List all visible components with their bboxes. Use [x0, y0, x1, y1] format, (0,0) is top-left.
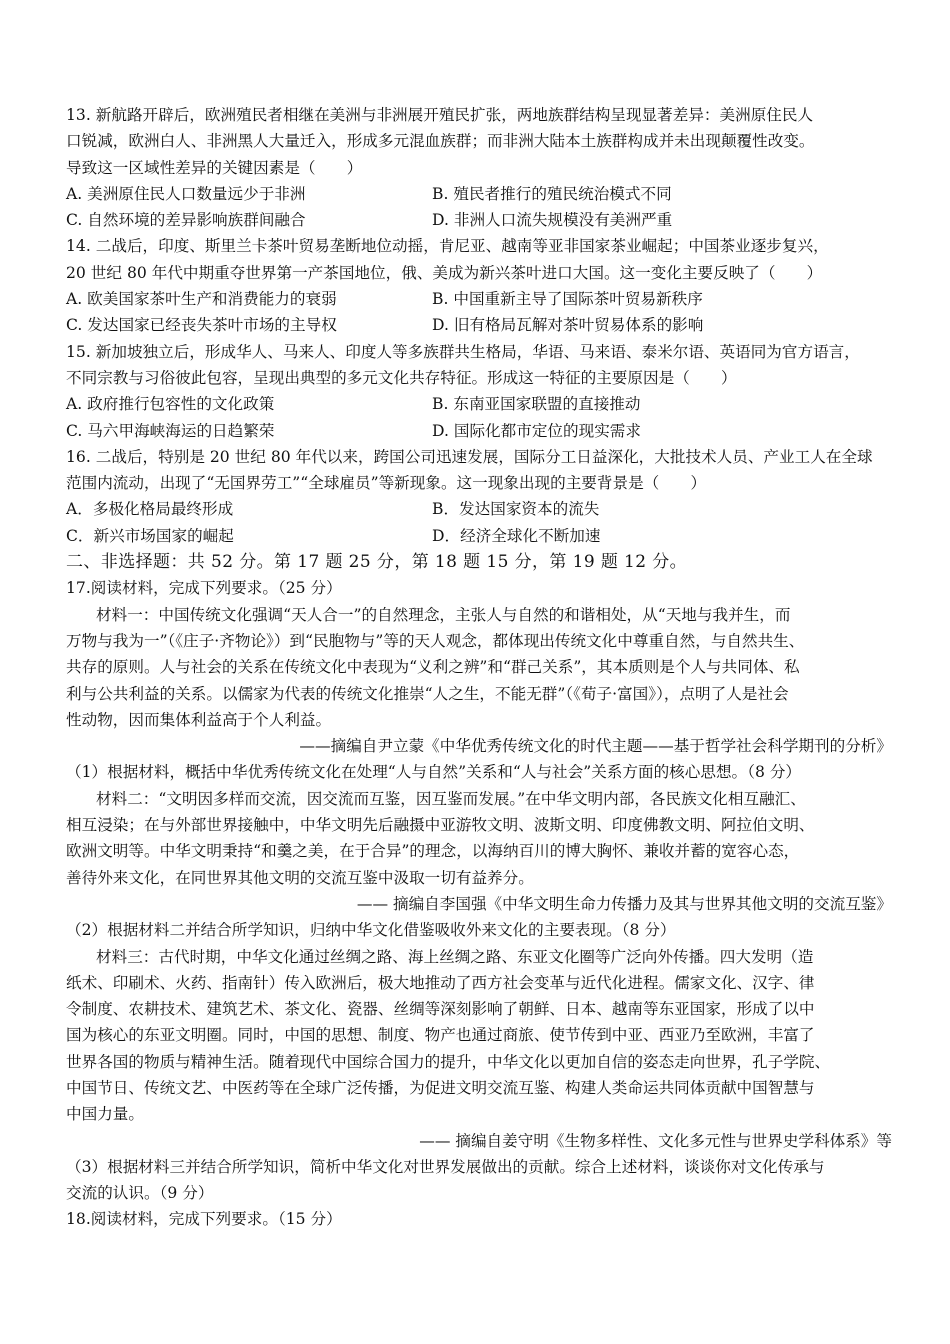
material-line: 相互浸染；在与外部世界接触中，中华文明先后融摄中亚游牧文明、波斯文明、印度佛教文明、阿拉伯文明、: [66, 816, 815, 835]
q13-stem-line: 导致这一区域性差异的关键因素是（ ）: [66, 158, 363, 177]
material-line: 欧洲文明等。中华文明秉持“和羹之美，在于合异”的理念，以海纳百川的博大胸怀、兼收并蓄的宽容心态，: [66, 842, 800, 861]
sub-question-3: （3）根据材料三并结合所学知识，简析中华文化对世界发展做出的贡献。综合上述材料，谈谈你对文化传承与: [66, 1157, 825, 1176]
question-17: [66, 575, 892, 1206]
sub-question-2: （2）根据材料二并结合所学知识，归纳中华文化借鉴吸收外来文化的主要表现。（8 分）: [66, 921, 676, 940]
sub-question-3: 交流的认识。（9 分）: [66, 1184, 214, 1203]
question-14: [66, 233, 892, 338]
q15-option-a[interactable]: A. 政府推行包容性的文化政策: [66, 395, 275, 414]
material-line: 世界各国的物质与精神生活。随着现代中国综合国力的提升，中华文化以更加自信的姿态走向世界，孔子学院、: [66, 1052, 831, 1071]
material-source: ——摘编自尹立蒙《中华优秀传统文化的时代主题——基于哲学社会科学期刊的分析》: [299, 737, 892, 756]
q13-option-a[interactable]: A. 美洲原住民人口数量远少于非洲: [66, 184, 306, 203]
material-line: 材料一：中国传统文化强调“天人合一”的自然理念，主张人与自然的和谐相处，从“天地与我并生，而: [96, 605, 791, 624]
material-1: [66, 602, 892, 760]
q14-option-c[interactable]: C. 发达国家已经丧失茶叶市场的主导权: [66, 316, 337, 335]
question-16: [66, 444, 892, 549]
q16-option-d[interactable]: D．经济全球化不断加速: [432, 526, 601, 545]
q14-stem-line: 14. 二战后，印度、斯里兰卡茶叶贸易垄断地位动摇，肯尼亚、越南等亚非国家茶业崛起；中国茶业逐步复兴，: [66, 237, 829, 256]
material-line: 中国力量。: [66, 1105, 144, 1124]
q14-option-b[interactable]: B. 中国重新主导了国际茶叶贸易新秩序: [432, 290, 703, 309]
q14-option-a[interactable]: A. 欧美国家茶叶生产和消费能力的衰弱: [66, 290, 337, 309]
q15-options-row: [66, 391, 892, 417]
material-3: [66, 944, 892, 1154]
material-line: 纸术、印刷术、火药、指南针）传入欧洲后，极大地推动了西方社会变革与近代化进程。儒家文化、汉字、律: [66, 973, 815, 992]
q13-option-c[interactable]: C. 自然环境的差异影响族群间融合: [66, 211, 306, 230]
material-source: —— 摘编自李国强《中华文明生命力传播力及其与世界其他文明的交流互鉴》: [356, 894, 892, 913]
q13-options-row: [66, 207, 892, 233]
material-line: 材料二：“文明因多样而交流，因交流而互鉴，因互鉴而发展。”在中华文明内部，各民族文化相互融汇、: [96, 789, 806, 808]
exam-page: [66, 102, 892, 1233]
q15-stem-line: 15. 新加坡独立后，形成华人、马来人、印度人等多族群共生格局，华语、马来语、泰米尔语、英语同为官方语言，: [66, 342, 860, 361]
material-line: 万物与我为一”（《庄子·齐物论》）到“民胞物与”等的天人观念，都体现出传统文化中尊重自然，与自然共生、: [66, 631, 805, 650]
q16-stem-line: 16. 二战后，特别是 20 世纪 80 年代以来，跨国公司迅速发展，国际分工日益深化，大批技术人员、产业工人在全球: [66, 447, 873, 466]
question-13: [66, 102, 892, 233]
q13-options-row: [66, 181, 892, 207]
q15-option-d[interactable]: D. 国际化都市定位的现实需求: [432, 421, 641, 440]
material-line: 材料三：古代时期，中华文化通过丝绸之路、海上丝绸之路、东亚文化圈等广泛向外传播。四大发明（造: [96, 947, 814, 966]
q13-stem-line: 口锐减，欧洲白人、非洲黑人大量迁入，形成多元混血族群；而非洲大陆本土族群构成并未出现颠覆性改变。: [66, 132, 815, 151]
material-source: —— 摘编自姜守明《生物多样性、文化多元性与世界史学科体系》等: [419, 1131, 892, 1150]
q18-title: 18.阅读材料，完成下列要求。（15 分）: [66, 1210, 342, 1229]
section-heading: 二、非选择题：共 52 分。第 17 题 25 分，第 18 题 15 分，第 19 题 12 分。: [66, 552, 688, 573]
q16-option-a[interactable]: A．多极化格局最终形成: [66, 500, 234, 519]
material-line: 中国节日、传统文艺、中医药等在全球广泛传播，为促进文明交流互鉴、构建人类命运共同体贡献中国智慧与: [66, 1078, 815, 1097]
q14-options-row: [66, 286, 892, 312]
material-line: 令制度、农耕技术、建筑艺术、茶文化、瓷器、丝绸等深刻影响了朝鲜、日本、越南等东亚国家，形成了以中: [66, 1000, 815, 1019]
q13-option-d[interactable]: D. 非洲人口流失规模没有美洲严重: [432, 211, 673, 230]
q13-stem-line: 13. 新航路开辟后，欧洲殖民者相继在美洲与非洲展开殖民扩张，两地族群结构呈现显著差异：美洲原住民人: [66, 106, 814, 124]
material-line: 国为核心的东亚文明圈。同时，中国的思想、制度、物产也通过商旅、使节传到中亚、西亚乃至欧洲，丰富了: [66, 1026, 815, 1045]
q13-option-b[interactable]: B. 殖民者推行的殖民统治模式不同: [432, 184, 672, 203]
question-15: [66, 339, 892, 444]
q15-stem-line: 不同宗教与习俗彼此包容，呈现出典型的多元文化共存特征。形成这一特征的主要原因是（ ）: [66, 368, 737, 387]
q14-option-d[interactable]: D. 旧有格局瓦解对茶叶贸易体系的影响: [432, 316, 704, 335]
sub-question-1: （1）根据材料，概括中华优秀传统文化在处理“人与自然”关系和“人与社会”关系方面的核心思想。（8 分）: [66, 763, 802, 782]
q15-option-c[interactable]: C. 马六甲海峡海运的日趋繁荣: [66, 421, 275, 440]
material-line: 利与公共利益的关系。以儒家为代表的传统文化推崇“人之生，不能无群”（《荀子·富国》），点明了人是社会: [66, 684, 789, 703]
material-2: [66, 786, 892, 917]
q16-options-row: [66, 523, 892, 549]
q14-options-row: [66, 312, 892, 338]
q15-options-row: [66, 418, 892, 444]
q16-stem-line: 范围内流动，出现了“无国界劳工”“全球雇员”等新现象。这一现象出现的主要背景是（ ）: [66, 474, 707, 493]
material-line: 性动物，因而集体利益高于个人利益。: [66, 710, 332, 729]
q16-option-b[interactable]: B．发达国家资本的流失: [432, 500, 600, 519]
q17-title: 17.阅读材料，完成下列要求。（25 分）: [66, 579, 342, 598]
q15-option-b[interactable]: B. 东南亚国家联盟的直接推动: [432, 395, 641, 414]
q14-stem-line: 20 世纪 80 年代中期重夺世界第一产茶国地位，俄、美成为新兴茶叶进口大国。这一变化主要反映了（ ）: [66, 263, 823, 282]
q16-options-row: [66, 496, 892, 522]
material-line: 善待外来文化，在同世界其他文明的交流互鉴中汲取一切有益养分。: [66, 868, 534, 887]
material-line: 共存的原则。人与社会的关系在传统文化中表现为“义利之辨”和“群己关系”，其本质则是个人与共同体、私: [66, 658, 800, 677]
q16-option-c[interactable]: C．新兴市场国家的崛起: [66, 526, 234, 545]
